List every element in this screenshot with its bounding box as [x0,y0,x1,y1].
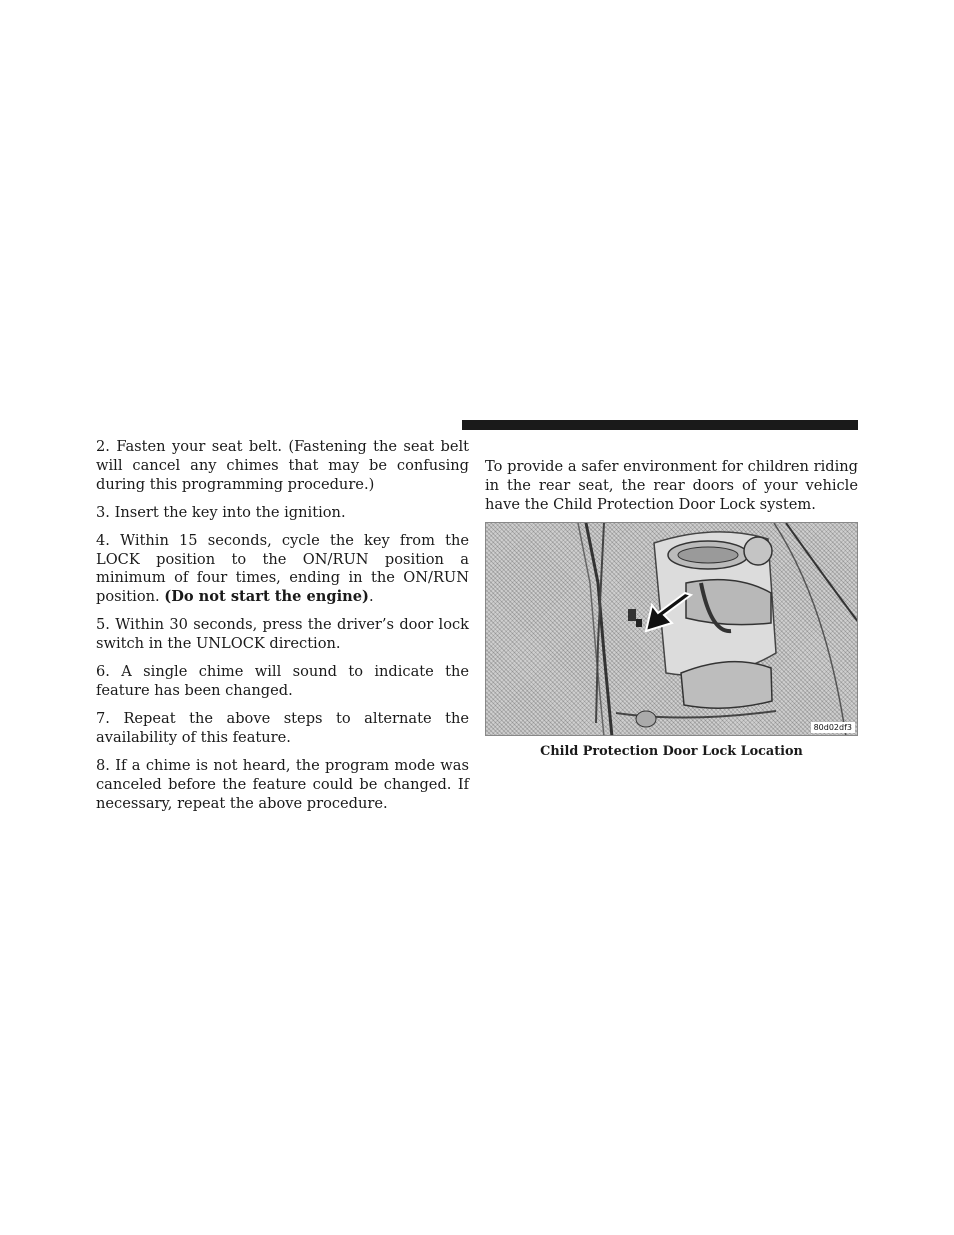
step-number: 7. [96,709,110,727]
step-number: 2. [96,438,110,455]
child-lock-section [485,420,858,760]
step-4 [96,532,469,608]
step-text: Insert the key into the ignition. [114,503,346,521]
step-number: 5. [96,616,110,634]
step-3 [96,504,469,523]
step-8 [96,757,469,814]
figure-caption: Child Protection Door Lock Location [540,743,803,759]
step-warning: (Do not start the engine) [164,588,369,606]
step-number: 3. [96,503,110,521]
figure-code: 80d02df3 [811,722,855,733]
step-tail: . [368,588,374,606]
section-header-bar [462,420,858,430]
step-number: 6. [96,663,110,681]
step-5 [96,616,469,654]
step-text: Fasten your seat belt. (Fastening the seat belt will cancel any chimes that may be confusing during this programming procedure.) [96,438,470,493]
step-7 [96,710,469,748]
section-intro: To provide a safer environment for children riding in the rear seat, the rear doors of your vehicle have the Child Protection Door Lock system. [485,458,858,513]
step-text: Within 30 seconds, press the driver’s door lock switch in the UNLOCK direction. [96,616,470,653]
step-number: 8. [96,756,110,774]
step-6 [96,663,469,701]
programming-steps [96,438,469,813]
step-2 [96,438,469,495]
step-text: A single chime will sound to indicate the feature has been changed. [96,663,470,699]
step-text: Repeat the above steps to alternate the availability of this feature. [96,709,469,746]
door-lock-illustration [485,522,858,736]
step-number: 4. [96,531,110,549]
step-text: If a chime is not heard, the program mode was canceled before the feature could be changed. If necessary, repeat the above procedure. [96,756,469,812]
door-illustration-drawing [486,523,858,736]
step-text: Within 15 seconds, cycle the key from the LOCK position to the ON/RUN position a minimum of four times, ending in the ON/RUN position. [96,531,469,606]
